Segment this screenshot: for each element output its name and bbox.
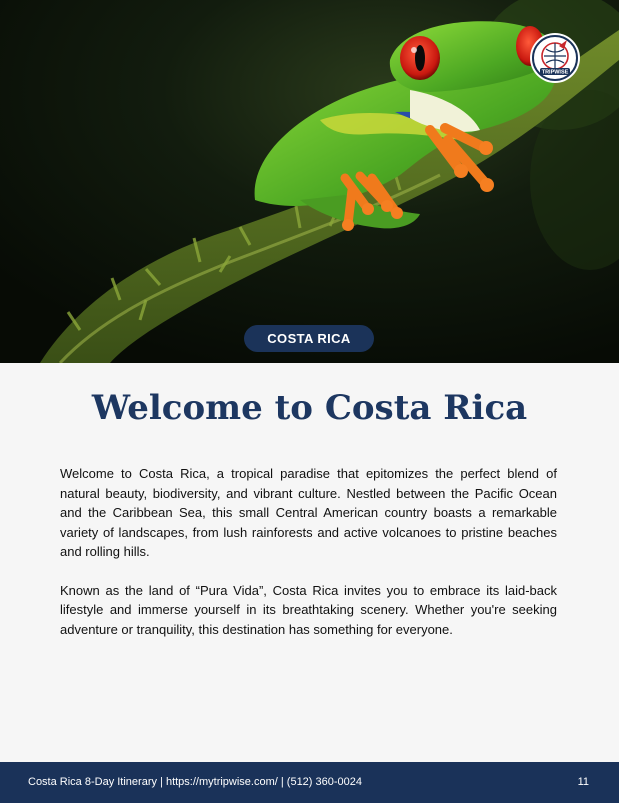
location-badge-label: COSTA RICA (267, 331, 351, 346)
tripwise-logo (529, 32, 581, 84)
footer-info: Costa Rica 8-Day Itinerary | https://mytripwise.com/ | (512) 360-0024 (28, 776, 363, 788)
page-number: 11 (577, 776, 589, 788)
location-badge (244, 325, 374, 352)
intro-text (60, 464, 557, 658)
frog-photo-image (0, 0, 619, 363)
page-footer (0, 762, 619, 803)
intro-paragraph-1: Welcome to Costa Rica, a tropical paradise that epitomizes the perfect blend of natural beauty, biodiversity, and vibrant culture. Nestled between the Pacific Ocean and the Caribbean Sea, this small Central American country boasts a remarkable variety of landscapes, from lush rainforests and active volcanoes to pristine beaches and rolling hills. (60, 466, 557, 559)
intro-paragraph-2: Known as the land of “Pura Vida”, Costa Rica invites you to embrace its laid-back lifestyle and immerse yourself in its breathtaking scenery. Whether you're seeking adventure or tranquility, this destination has something for everyone. (60, 582, 557, 637)
page-title: Welcome to Costa Rica (91, 388, 528, 428)
hero-photo (0, 0, 619, 363)
svg-text:TRIPWISE: TRIPWISE (541, 69, 569, 76)
